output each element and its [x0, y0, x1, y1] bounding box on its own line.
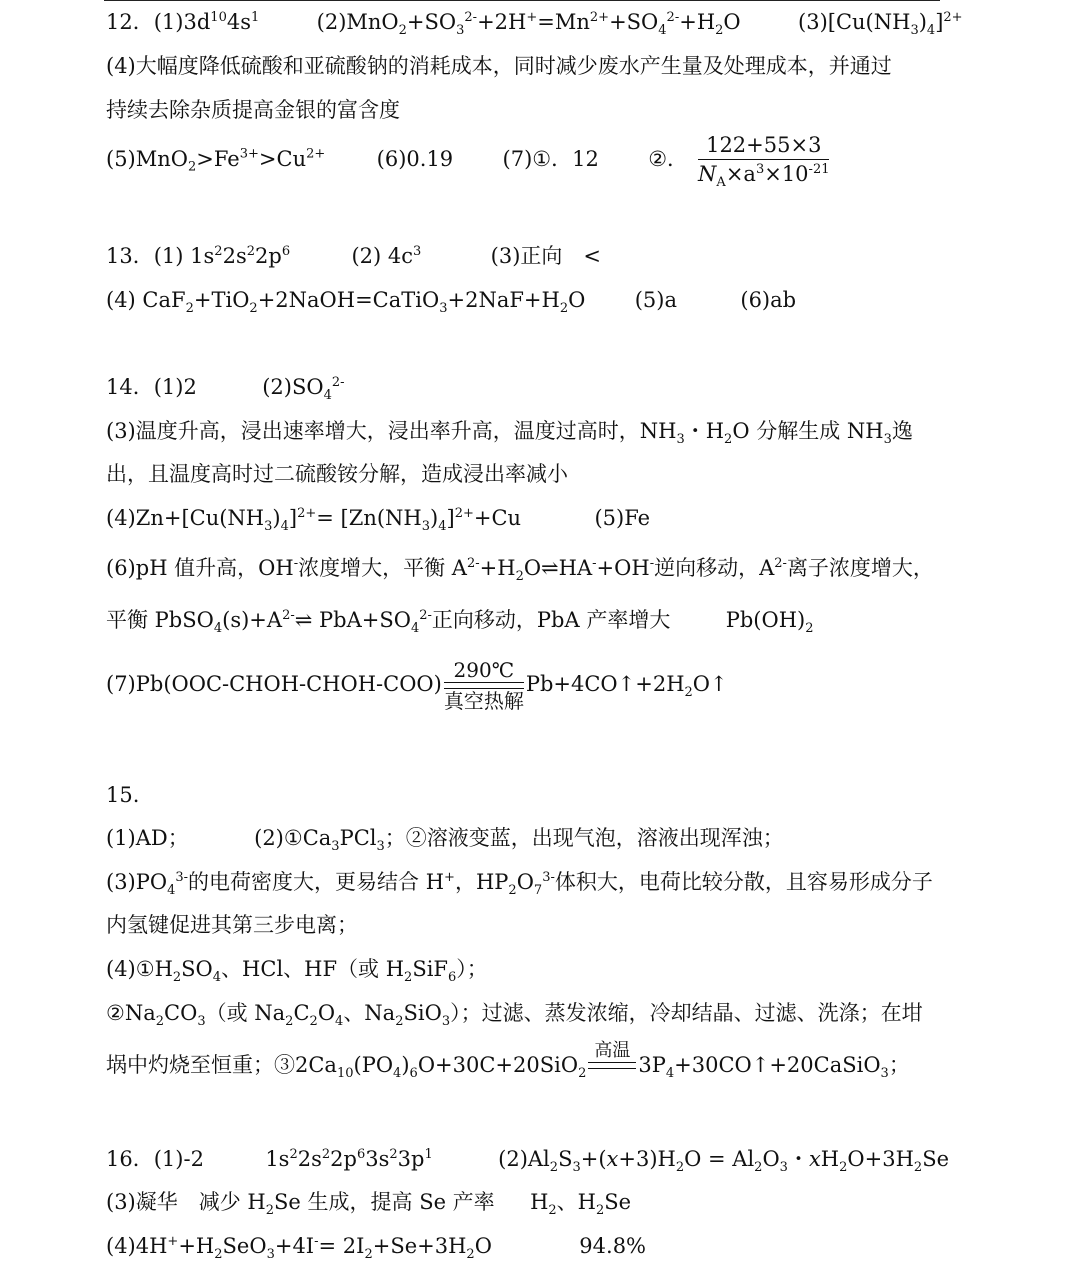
q15-line-0: 15. — [106, 783, 140, 807]
q16-line-2: (3)凝华 减少 $H_2Se$ 生成，提高 Se 产率 $H_2$、$H_2Se$ — [106, 1190, 632, 1219]
q15-line-3: 内氢键促进其第三步电离； — [106, 913, 358, 937]
q12-line-1: 12．$(1)3d^{10}4s^1$ $(2)MnO_2+SO_3^{2-}+2H^+=Mn^{2+}+SO_4^{2-}+H_2O$ $(3)[Cu(NH_3)_4]^{2+}$ — [106, 10, 963, 39]
q15-line-6: 埚中灼烧至恒重；$③2Ca_{10}(PO_4)_6O+30C+20SiO_2$ 高温 $3P_4+30CO↑+20CaSiO_3$； — [106, 1042, 910, 1091]
reaction-condition: 290℃ 真空热解 — [443, 658, 524, 713]
q15-line-1: (1)AD； $(2)①Ca_3PCl_3$；②溶液变蓝，出现气泡，溶液出现浑浊； — [106, 826, 784, 855]
question-number: 14． — [106, 375, 154, 399]
reaction-condition: 高温 — [588, 1042, 636, 1091]
q14-line-4: $(4)Zn+[Cu(NH_3)_4]^{2+}= [Zn(NH_3)_4]^{2+}+Cu$ (5)Fe — [106, 506, 651, 535]
q15-line-2: $(3)PO_4^{3-}$的电荷密度大，更易结合 H+，$HP_2O_7^{3-}$体积大，电荷比较分散，且容易形成分子 — [106, 870, 933, 899]
question-number: 13． — [106, 244, 154, 268]
q14-line-3: 出，且温度高时过二硫酸铵分解，造成浸出率减小 — [106, 462, 568, 486]
q14-line-1: 14．(1)2 $(2)SO_4^{2-}$ — [106, 375, 345, 404]
q13-line-2: (4) $CaF_2+TiO_2+2NaOH=CaTiO_3+2NaF+H_2O$ (5)a (6)ab — [106, 288, 797, 317]
top-rule — [104, 0, 940, 1]
q12-line-4: $(5)MnO_2>Fe^{3+}>Cu^{2+}$ (6)0.19 (7)①．12 ②． $\frac{122+55\times 3}{N_A\times a^3\times 10^{-21}}$ — [106, 133, 830, 191]
q15-line-5: $②Na_2CO_3$（或 $Na_2C_2O_4$、$Na_2SiO_3$）；过滤、蒸发浓缩，冷却结晶、过滤、洗涤；在坩 — [106, 1001, 923, 1030]
q13-line-1: 13．(1) $1s^22s^22p^6$ (2) $4c^3$ (3)正向 < — [106, 244, 602, 268]
q14-line-7: (7)Pb(OOC-CHOH-CHOH-COO) 290℃ 真空热解 $Pb+4CO↑+2H_2O↑$ — [106, 658, 728, 713]
q12-line-2: (4)大幅度降低硫酸和亚硫酸钠的消耗成本，同时减少废水产生量及处理成本，并通过 — [106, 54, 892, 78]
q16-line-3: $(4)4H^++H_2SeO_3+4I^-= 2I_2+Se+3H_2O$ 94.8% — [106, 1234, 647, 1263]
q14-line-5: (6)pH 值升高，OH-浓度增大，平衡 $A^{2-}+H_2O\rightleftharpoons HA^-+OH^-$逆向移动，$A^{2-}$离子浓度增大， — [106, 556, 934, 585]
density-fraction: $\frac{122+55\times 3}{N_A\times a^3\times 10^{-21}}$ — [698, 133, 830, 191]
q14-line-6: 平衡 $PbSO_4(s)+A^{2-}\rightleftharpoons$ $PbA+SO_4^{2-}$正向移动，PbA 产率增大 $Pb(OH)_2$ — [106, 608, 814, 637]
q15-line-4: $(4)①H_2SO_4$、HCl、HF（或 $H_2SiF_6$）； — [106, 957, 488, 986]
question-number: 12． — [106, 10, 154, 34]
question-number: 16． — [106, 1147, 154, 1171]
q12-line-3: 持续去除杂质提高金银的富含度 — [106, 98, 400, 122]
q16-line-1: 16．(1)-2 $1s^22s^22p^63s^23p^1$ $(2)Al_2S_3+(x+3)H_2O = Al_2O_3$・$xH_2O+3H_2Se$ — [106, 1147, 950, 1176]
q14-line-2: (3)温度升高，浸出速率增大，浸出率升高，温度过高时，$NH_3$・$H_2O$ 分解生成 $NH_3$逸 — [106, 419, 913, 448]
